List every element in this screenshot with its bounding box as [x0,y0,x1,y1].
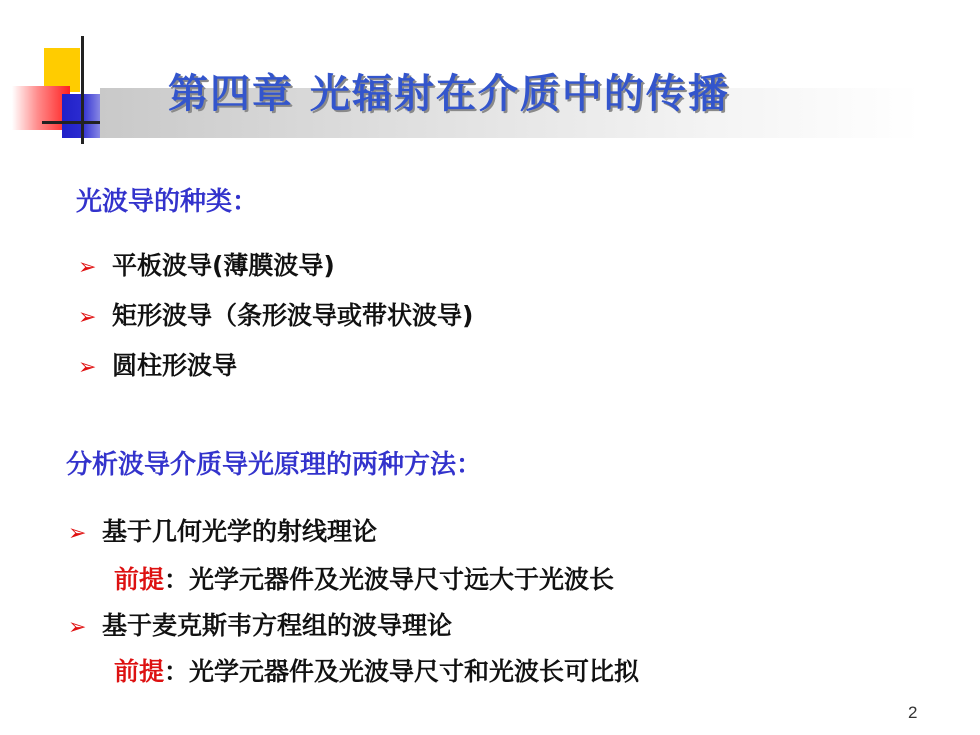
list-item-text: 矩形波导（条形波导或带状波导) [112,301,474,330]
list-item [78,296,473,332]
arrow-bullet-icon: ➢ [78,355,97,380]
premise-label: 前提 [114,565,165,594]
list-item [68,606,452,642]
decor-horizontal-line [42,121,108,124]
list-item [68,512,377,548]
arrow-bullet-icon: ➢ [68,615,87,640]
list-item-text: 圆柱形波导 [112,351,238,380]
section-heading-analysis-methods: 分析波导介质导光原理的两种方法： [66,450,483,480]
premise-text: 光学元器件及光波导尺寸和光波长可比拟 [189,657,640,686]
premise-colon: ： [164,657,190,686]
decor-vertical-line [81,36,84,144]
list-item-text: 基于麦克斯韦方程组的波导理论 [102,611,453,640]
premise-line [114,652,639,688]
premise-text: 光学元器件及光波导尺寸远大于光波长 [189,565,615,594]
section-heading-waveguide-types: 光波导的种类： [76,187,259,217]
list-item-text: 平板波导(薄膜波导) [112,251,335,280]
list-item-text: 基于几何光学的射线理论 [102,517,378,546]
premise-colon: ： [164,565,190,594]
list-item [78,346,237,382]
arrow-bullet-icon: ➢ [78,305,97,330]
page-number: 2 [908,703,918,722]
premise-line [114,560,614,596]
arrow-bullet-icon: ➢ [78,255,97,280]
premise-label: 前提 [114,657,165,686]
slide-title: 第四章 光辐射在介质中的传播 [168,71,730,117]
arrow-bullet-icon: ➢ [68,521,87,546]
list-item [78,246,335,282]
